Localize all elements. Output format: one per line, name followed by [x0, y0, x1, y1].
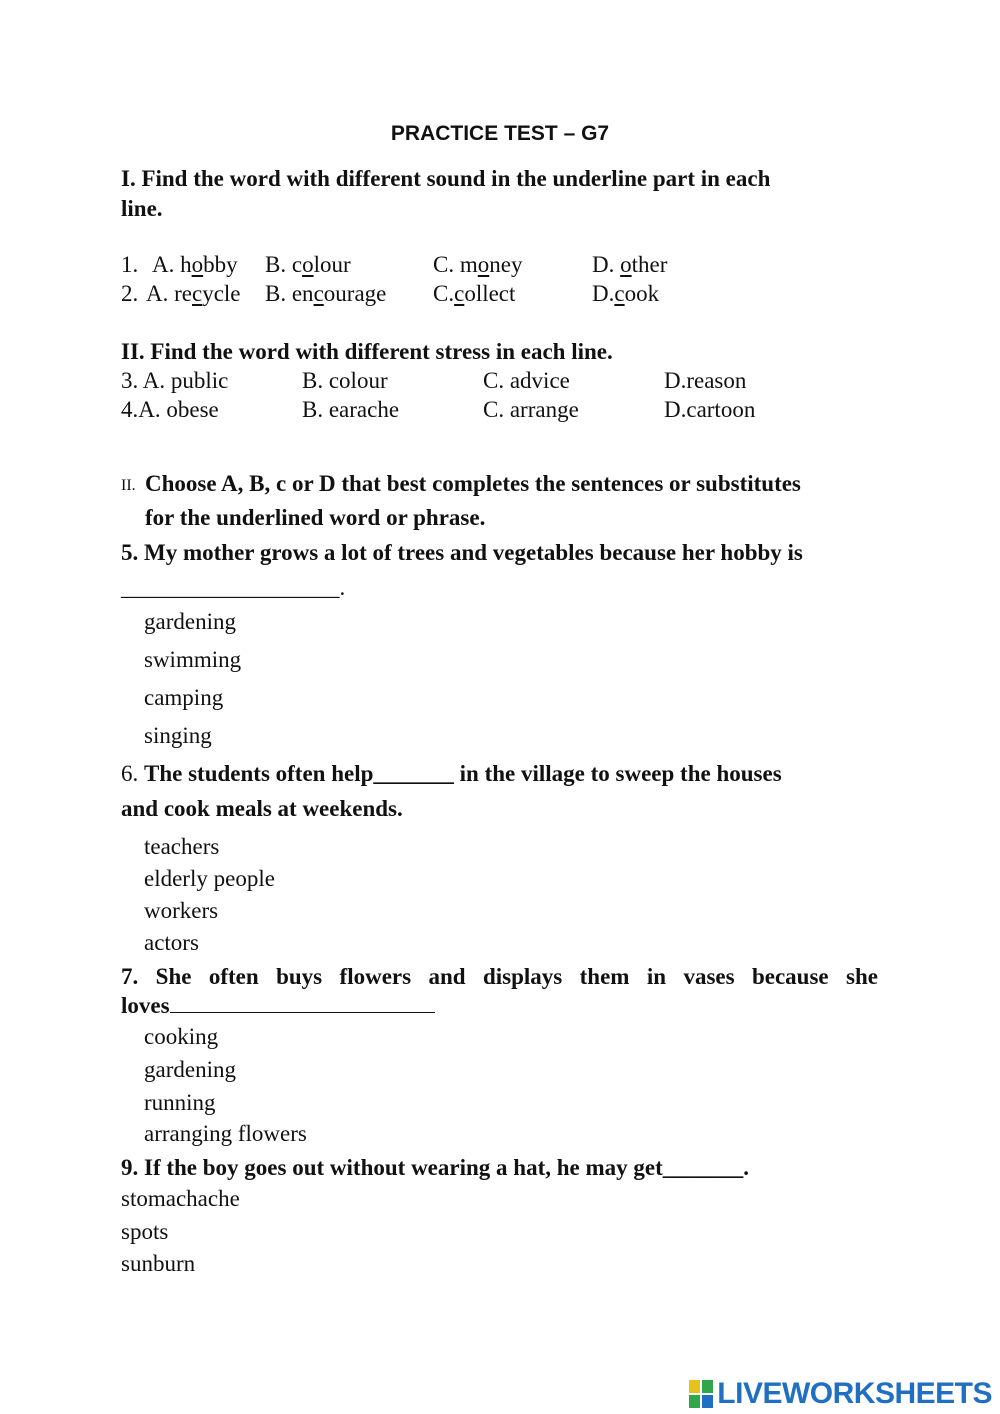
q7-answer-blank[interactable] — [170, 1011, 435, 1013]
q1-number: 1. — [121, 252, 139, 277]
q4-option-c[interactable]: C. arrange — [483, 397, 579, 422]
q6-question-line-1 — [121, 760, 782, 788]
q1-option-d[interactable]: D. other — [592, 252, 668, 277]
q2-option-b[interactable]: B. encourage — [265, 281, 387, 306]
q4-option-d[interactable]: D.cartoon — [664, 397, 756, 422]
liveworksheets-logo-text: LIVEWORKSHEETS — [717, 1377, 992, 1410]
q7-question-word: loves — [121, 993, 170, 1018]
q1-option-c[interactable]: C. money — [433, 252, 523, 277]
q9-option[interactable]: spots — [121, 1219, 169, 1244]
section-2-heading: II. Find the word with different stress in each line. — [121, 339, 613, 364]
section-1-heading-line-1: I. Find the word with different sound in the underline part in each — [121, 166, 771, 191]
q5-option[interactable]: gardening — [144, 609, 236, 634]
q6-option[interactable]: teachers — [144, 834, 220, 859]
q5-option[interactable]: camping — [144, 685, 224, 710]
section-3-roman-numeral: II. — [121, 477, 136, 494]
q6-question-text: The students often help_______ in the village to sweep the houses — [144, 761, 782, 786]
q5-option[interactable]: swimming — [144, 647, 242, 672]
liveworksheets-logo[interactable] — [689, 1374, 992, 1414]
q9-question-text: 9. If the boy goes out without wearing a hat, he may get_______. — [121, 1155, 750, 1180]
q7-option[interactable]: gardening — [144, 1057, 236, 1082]
q7-option[interactable]: arranging flowers — [144, 1121, 307, 1146]
q7-question-line-2 — [121, 992, 435, 1020]
section-3-heading-line-1: Choose A, B, c or D that best completes the sentences or substitutes — [145, 471, 801, 496]
q7-question-line-1: 7. She often buys flowers and displays them in vases because she — [121, 964, 878, 989]
section-3-heading-line-2: for the underlined word or phrase. — [145, 505, 486, 530]
section-1-heading-line-2: line. — [121, 196, 163, 221]
q1-option-a[interactable]: A. hobby — [152, 252, 238, 277]
q7-option[interactable]: cooking — [144, 1024, 219, 1049]
q3-option-d[interactable]: D.reason — [664, 368, 747, 393]
q4-option-b[interactable]: B. earache — [302, 397, 400, 422]
q2-option-c[interactable]: C.collect — [433, 281, 516, 306]
q7-option[interactable]: running — [144, 1090, 216, 1115]
q9-option[interactable]: stomachache — [121, 1186, 240, 1211]
q3-option-a[interactable]: 3. A. public — [121, 368, 229, 393]
q1-option-b[interactable]: B. colour — [265, 252, 351, 277]
q4-option-a[interactable]: 4.A. obese — [121, 397, 219, 422]
q9-option[interactable]: sunburn — [121, 1251, 196, 1276]
page-title: PRACTICE TEST – G7 — [390, 122, 610, 145]
q2-option-a[interactable]: A. recycle — [146, 281, 241, 306]
q3-option-c[interactable]: C. advice — [483, 368, 570, 393]
q6-option[interactable]: elderly people — [144, 866, 275, 891]
q6-option[interactable]: actors — [144, 930, 199, 955]
q6-question-line-2: and cook meals at weekends. — [121, 796, 403, 821]
q2-option-d[interactable]: D.cook — [592, 281, 660, 306]
q5-answer-blank[interactable]: ___________________. — [121, 575, 346, 600]
q6-option[interactable]: workers — [144, 898, 219, 923]
q3-option-b[interactable]: B. colour — [302, 368, 388, 393]
q5-question-text: 5. My mother grows a lot of trees and vegetables because her hobby is — [121, 540, 803, 565]
q6-number: 6. — [121, 761, 139, 786]
liveworksheets-logo-icon — [689, 1380, 713, 1408]
q2-number: 2. — [121, 281, 139, 306]
q5-option[interactable]: singing — [144, 723, 212, 748]
